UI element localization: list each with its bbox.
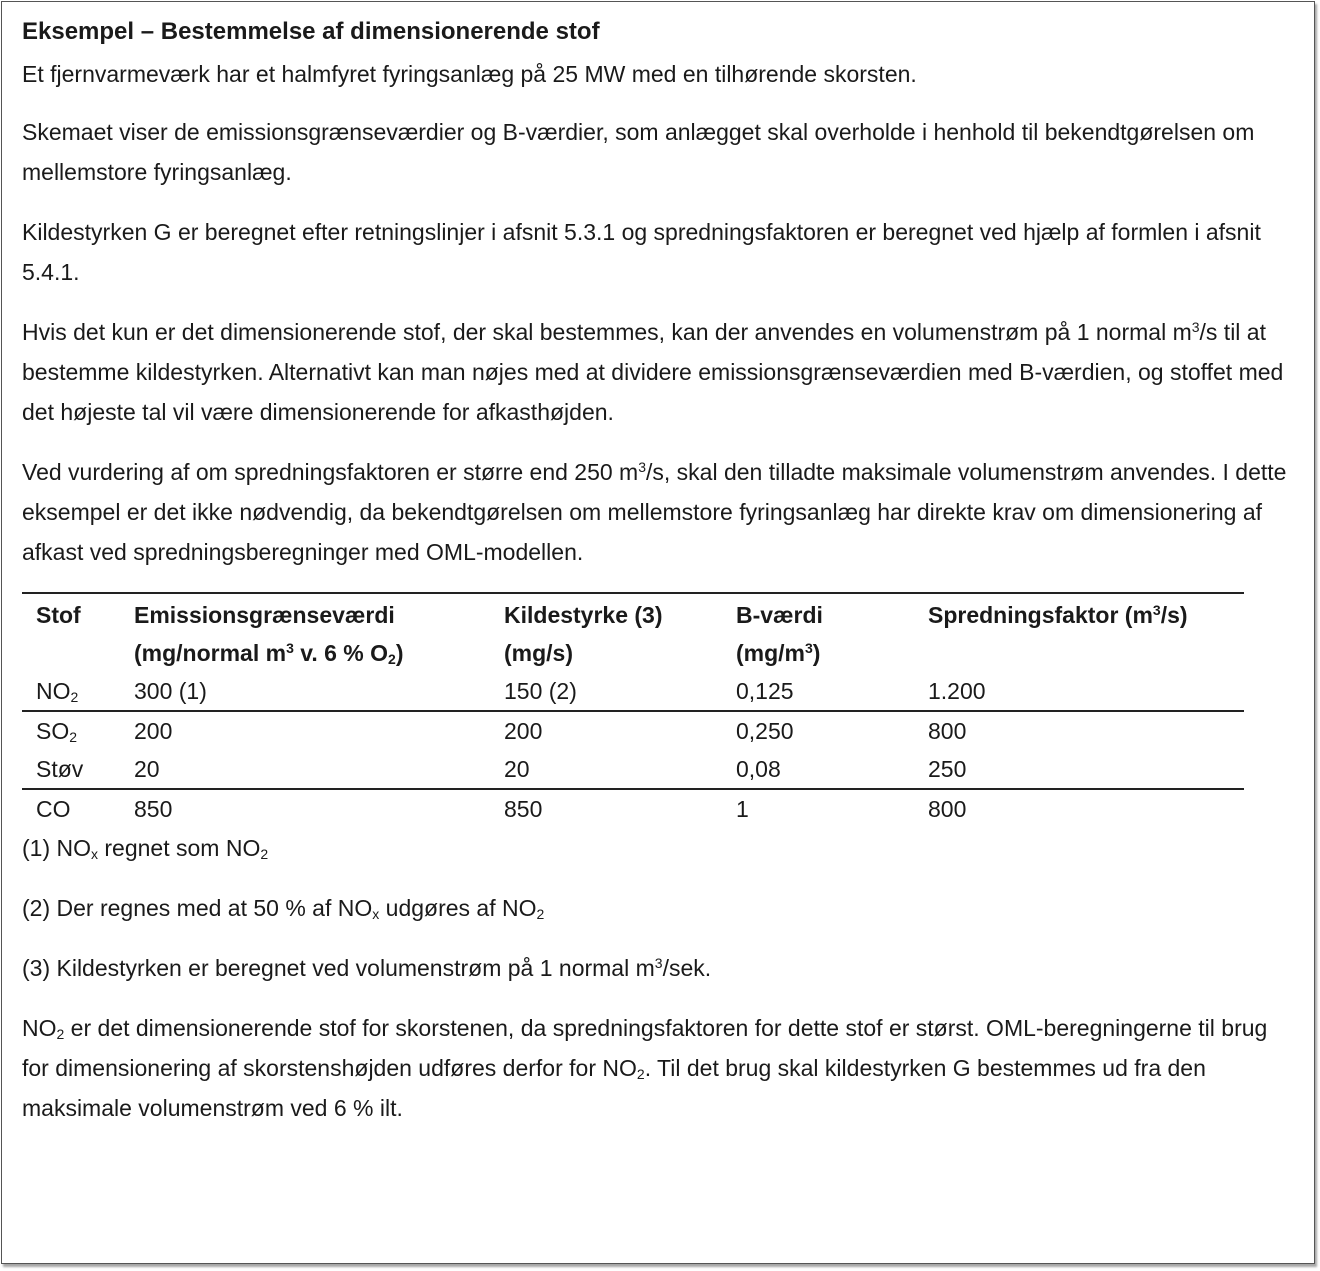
subscript: x <box>372 906 380 922</box>
superscript: 3 <box>1152 602 1161 618</box>
header-emission <box>120 593 490 672</box>
cell-spredningsfaktor: 250 <box>928 756 967 782</box>
cell-b-vaerdi: 0,250 <box>736 718 794 744</box>
stof-name: NO <box>36 678 71 704</box>
table-row <box>22 711 1244 750</box>
cell-stof <box>22 711 120 750</box>
subscript: x <box>91 846 98 862</box>
cell-b-vaerdi: 0,125 <box>736 678 794 704</box>
subscript: 2 <box>636 1066 645 1082</box>
paragraph-2: Skemaet viser de emissionsgrænseværdier og B-værdier, som anlægget skal overholde i henhold til bekendtgørelsen om mellemstore fyringsanlæg. <box>22 119 1255 185</box>
subscript: 2 <box>388 651 396 667</box>
cell-b-vaerdi: 0,08 <box>736 756 781 782</box>
footnote-1 <box>22 828 1292 868</box>
example-title: Eksempel – Bestemmelse af dimensionerende stof <box>22 18 600 45</box>
subscript: 2 <box>536 906 545 922</box>
paragraph-5-part-b: /s, skal den tilladte maksimale volumenstrøm anvendes. I dette eksempel er det ikke nødvendig, da bekendtgørelsen om mellemstore fyringsanlæg har direkte krav om dimensionering af afkast ved spredningsberegninger med OML-modellen. <box>22 459 1287 565</box>
header-spred-part-a: Spredningsfaktor (m <box>928 602 1153 628</box>
cell-emission: 300 (1) <box>134 678 207 704</box>
cell-stof <box>22 789 120 828</box>
header-b-line2b: ) <box>812 640 821 666</box>
subscript: 2 <box>70 689 79 705</box>
cell-kildestyrke: 850 <box>504 796 543 822</box>
header-b-vaerdi <box>722 593 914 672</box>
cell-stof <box>22 672 120 711</box>
superscript: 3 <box>1191 319 1200 335</box>
table-row <box>22 750 1244 789</box>
conclusion-part-a: NO <box>22 1015 57 1041</box>
cell-emission: 200 <box>134 718 173 744</box>
conclusion-paragraph <box>22 1008 1292 1128</box>
footnote-2-part-b: udgøres af NO <box>379 895 537 921</box>
footnote-1-part-b: regnet som NO <box>98 835 261 861</box>
header-emission-line2: (mg/normal m <box>134 640 287 666</box>
header-spredningsfaktor <box>914 593 1244 672</box>
superscript: 3 <box>654 955 663 971</box>
subscript: 2 <box>260 846 269 862</box>
table-row <box>22 672 1244 711</box>
cell-emission: 20 <box>134 756 160 782</box>
footnotes <box>22 828 1292 988</box>
paragraph-4 <box>22 312 1292 432</box>
superscript: 3 <box>286 640 294 656</box>
header-emission-line2c: ) <box>395 640 404 666</box>
cell-emission: 850 <box>134 796 173 822</box>
table-row <box>22 789 1244 828</box>
header-kildestyrke-line2: (mg/s) <box>504 640 573 666</box>
emission-table <box>22 592 1244 828</box>
superscript: 3 <box>805 640 813 656</box>
cell-spredningsfaktor: 800 <box>928 796 967 822</box>
paragraph-4-part-b: /s til at bestemme kildestyrken. Alternativt kan man nøjes med at dividere emissionsgrænseværdien med B-værdien, og stoffet med det højeste tal vil være dimensionerende for afkasthøjden. <box>22 319 1284 425</box>
paragraph-1: Et fjernvarmeværk har et halmfyret fyringsanlæg på 25 MW med en tilhørende skorsten. <box>22 61 917 87</box>
header-kildestyrke <box>490 593 722 672</box>
cell-kildestyrke: 200 <box>504 718 543 744</box>
header-b-line2: (mg/m <box>736 640 805 666</box>
cell-kildestyrke: 150 (2) <box>504 678 577 704</box>
paragraph-4-part-a: Hvis det kun er det dimensionerende stof, der skal bestemmes, kan der anvendes en volumenstrøm på 1 normal m <box>22 319 1192 345</box>
stof-name: Støv <box>36 756 84 782</box>
footnote-3-part-a: (3) Kildestyrken er beregnet ved volumenstrøm på 1 normal m <box>22 955 655 981</box>
header-emission-line2b: v. 6 % O <box>293 640 389 666</box>
table-header-row <box>22 593 1244 672</box>
cell-stof <box>22 750 120 789</box>
footnote-3 <box>22 948 1292 988</box>
example-box <box>1 1 1315 1264</box>
header-b-line1: B-værdi <box>736 602 823 628</box>
cell-b-vaerdi: 1 <box>736 796 749 822</box>
paragraph-5-part-a: Ved vurdering af om spredningsfaktoren er større end 250 m <box>22 459 639 485</box>
cell-spredningsfaktor: 1.200 <box>928 678 986 704</box>
footnote-3-part-b: /sek. <box>662 955 712 981</box>
footnote-1-part-a: (1) NO <box>22 835 91 861</box>
superscript: 3 <box>638 459 647 475</box>
paragraph-5 <box>22 452 1292 572</box>
header-spred-part-b: /s) <box>1160 602 1188 628</box>
header-emission-line1: Emissionsgrænseværdi <box>134 602 395 628</box>
conclusion-part-c: . Til det brug skal kildestyrken G bestemmes ud fra den maksimale volumenstrøm ved 6 % ilt. <box>22 1055 1206 1121</box>
subscript: 2 <box>69 729 78 745</box>
paragraph-3: Kildestyrken G er beregnet efter retningslinjer i afsnit 5.3.1 og spredningsfaktoren er beregnet ved hjælp af formlen i afsnit 5.4.1. <box>22 219 1261 285</box>
header-stof: Stof <box>36 602 81 628</box>
footnote-2-part-a: (2) Der regnes med at 50 % af NO <box>22 895 373 921</box>
stof-name: CO <box>36 796 71 822</box>
stof-name: SO <box>36 718 70 744</box>
header-kildestyrke-line1: Kildestyrke (3) <box>504 602 663 628</box>
conclusion-part-b: er det dimensionerende stof for skorstenen, da spredningsfaktoren for dette stof er størst. OML-beregningerne til brug for dimensionering af skorstenshøjden udføres derfor for NO <box>22 1015 1268 1081</box>
subscript: 2 <box>56 1026 65 1042</box>
cell-kildestyrke: 20 <box>504 756 530 782</box>
cell-spredningsfaktor: 800 <box>928 718 967 744</box>
footnote-2 <box>22 888 1292 928</box>
